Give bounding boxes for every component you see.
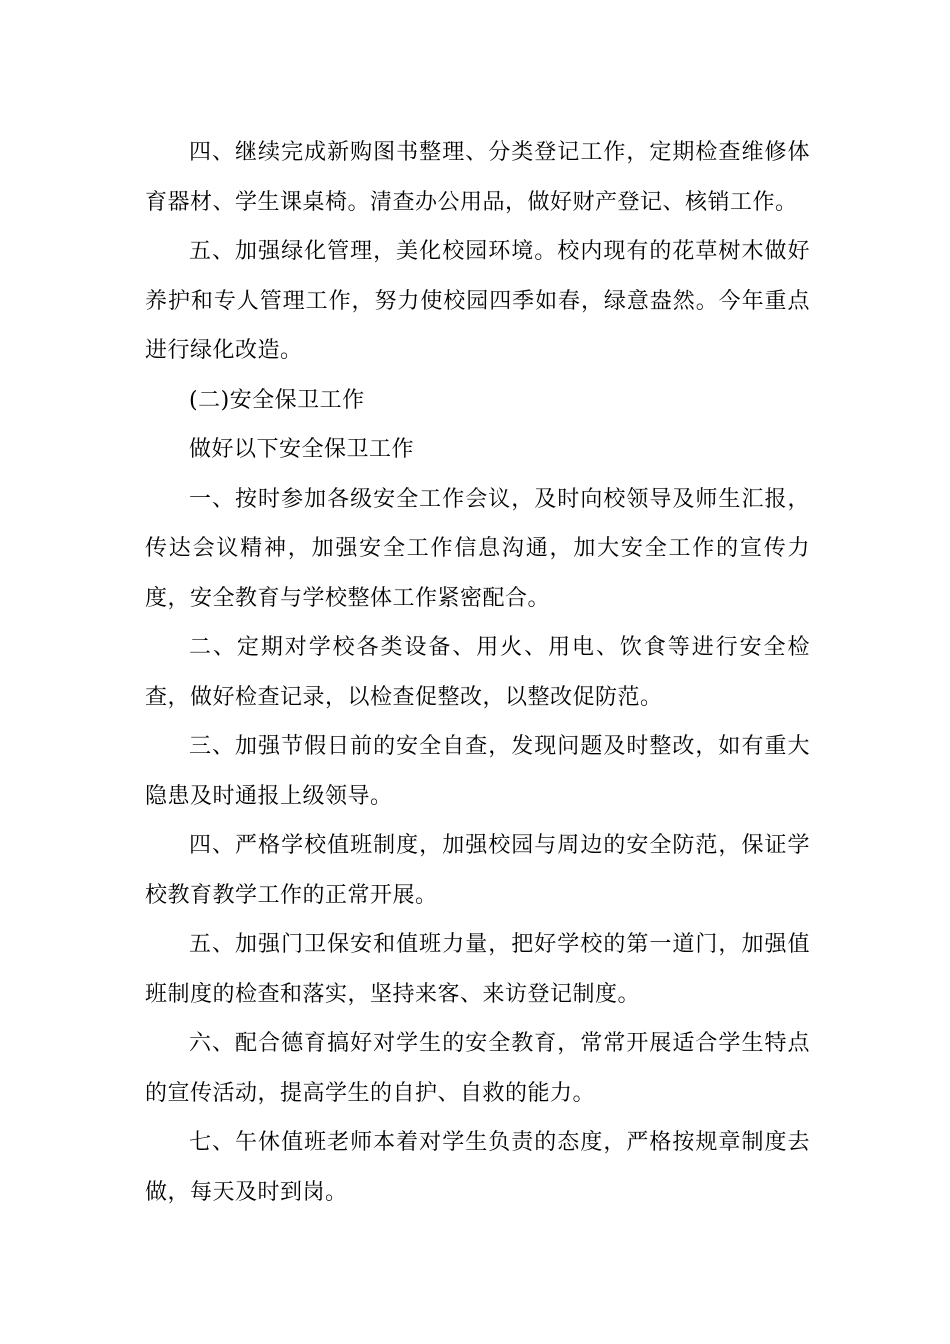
paragraph-item-6-education: 六、配合德育搞好对学生的安全教育，常常开展适合学生特点的宣传活动，提高学生的自护、自救的能力。 — [145, 1031, 810, 1106]
paragraph-item-4-duty: 四、严格学校值班制度，加强校园与周边的安全防范，保证学校教育教学工作的正常开展。 — [145, 833, 810, 908]
section-heading-security: (二)安全保卫工作 — [189, 387, 365, 413]
paragraph-item-1-meetings: 一、按时参加各级安全工作会议，及时向校领导及师生汇报，传达会议精神，加强安全工作信息沟通，加大安全工作的宣传力度，安全教育与学校整体工作紧密配合。 — [145, 486, 810, 611]
paragraph-item-4-library: 四、继续完成新购图书整理、分类登记工作，定期检查维修体育器材、学生课桌椅。清查办公用品，做好财产登记、核销工作。 — [145, 140, 810, 215]
paragraph-item-3-holiday-check: 三、加强节假日前的安全自查，发现问题及时整改，如有重大隐患及时通报上级领导。 — [145, 734, 810, 809]
paragraph-item-5-gate: 五、加强门卫保安和值班力量，把好学校的第一道门，加强值班制度的检查和落实，坚持来客、来访登记制度。 — [145, 932, 810, 1007]
paragraph-item-5-greening: 五、加强绿化管理，美化校园环境。校内现有的花草树木做好养护和专人管理工作，努力使校园四季如春，绿意盎然。今年重点进行绿化改造。 — [145, 239, 810, 363]
section-intro: 做好以下安全保卫工作 — [189, 437, 415, 462]
paragraph-item-2-inspection: 二、定期对学校各类设备、用火、用电、饮食等进行安全检查，做好检查记录，以检查促整改，以整改促防范。 — [145, 635, 810, 710]
paragraph-item-7-noon-duty: 七、午休值班老师本着对学生负责的态度，严格按规章制度去做，每天及时到岗。 — [145, 1130, 810, 1205]
document-body — [145, 128, 810, 1217]
